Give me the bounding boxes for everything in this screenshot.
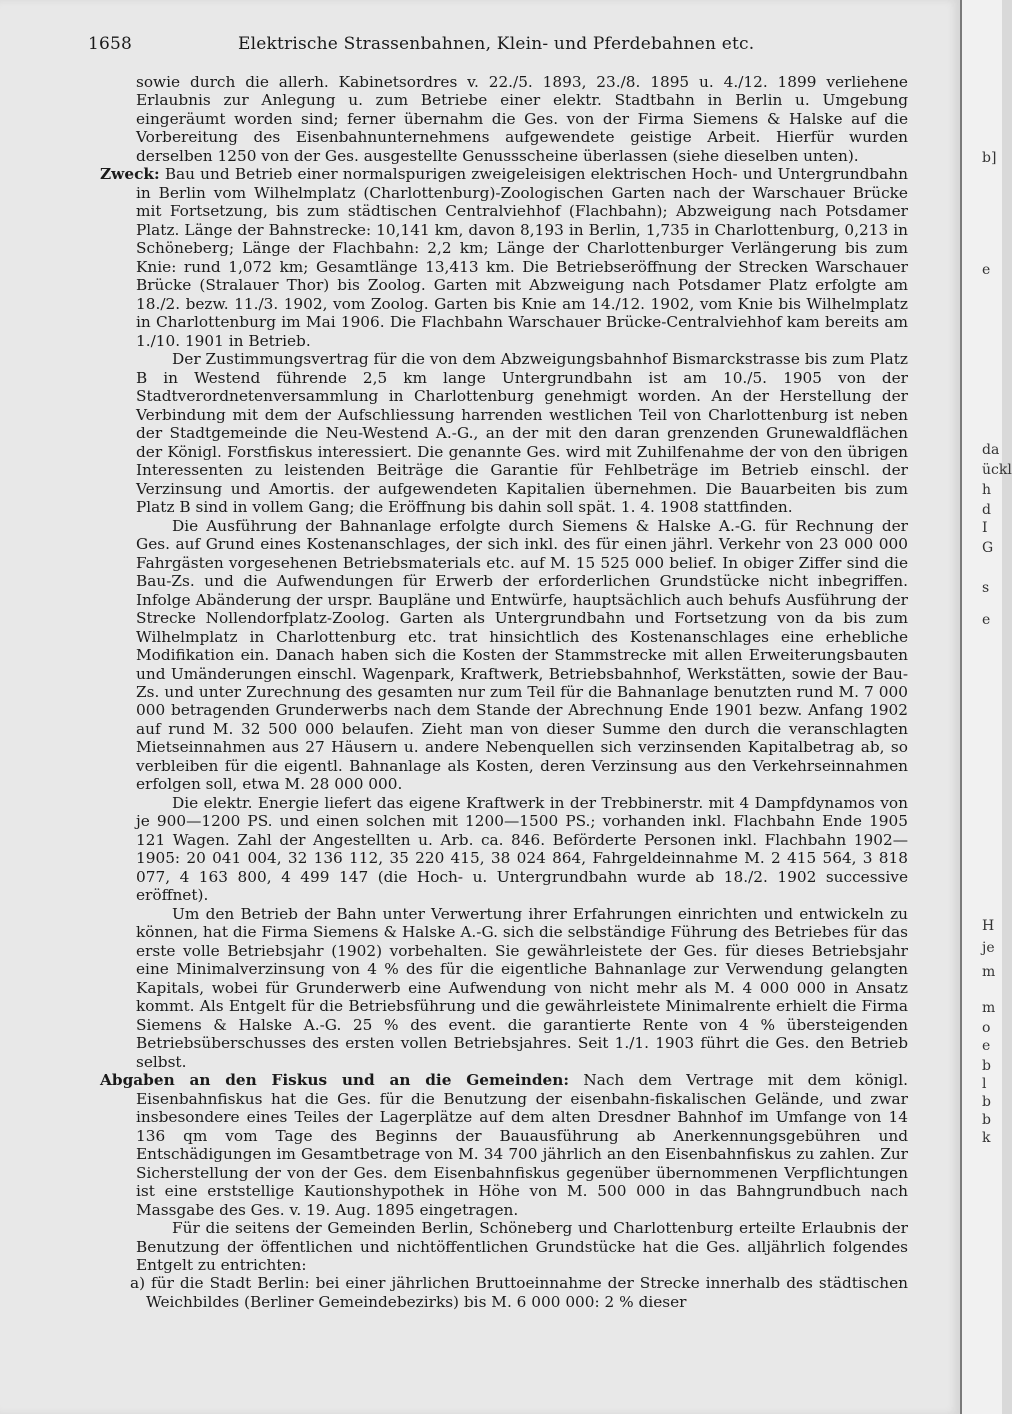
margin-fragment: s [982,580,990,596]
margin-fragment: ückl [982,462,1012,478]
paragraph-ausfuehrung: Die Ausführung der Bahnanlage erfolgte durch Siemens & Halske A.-G. für Rechnung der Ges. auf Grund eines Kostenanschlages, der sich inkl. des für einen jährl. Verkehr von 23 000 000 Fahrgästen vorgesehenen Betriebsmaterials etc. auf M. 15 525 000 belief. In obiger Ziffer sind die Bau-Zs. und die Aufwendungen für Erwerb der erforderlichen Grundstücke nicht inbegriffen. Infolge Abänderung der urspr. Baupläne und Entwürfe, hauptsächlich auch behufs Ausführung der Strecke Nollendorfplatz-Zoolog. Garten als Untergrundbahn und Fortsetzung von da bis zum Wilhelmplatz in Charlottenburg etc. trat hinsichtlich des Kostenanschlages eine erhebliche Modifikation ein. Danach haben sich die Kosten der Stammstrecke mit allen Erweiterungsbauten und Umänderungen einschl. Wagenpark, Kraftwerk, Betriebsbahnhof, Werkstätten, sowie der Bau-Zs. und unter Zurechnung des gesamten nur zum Teil für die Bahnanlage benutzten rund M. 7 000 000 betragenden Grunderwerbs nach dem Stande der Abrechnung Ende 1901 bezw. Anfang 1902 auf rund M. 32 500 000 belaufen. Zieht man von dieser Summe den durch die veranschlagten Mietseinnahmen aus 27 Häusern u. andere Nebenquellen sich verzinsenden Kapitalbetrag ab, so verbleiben für die eigentl. Bahnanlage als Kosten, deren Verzinsung aus den Verkehrseinnahmen erfolgen soll, etwa M. 28 000 000. [136,516,908,794]
margin-fragment: b [982,1112,991,1128]
adjacent-page-fragments [972,0,1012,1414]
paragraph-zweck: Zweck: Bau und Betrieb einer normalspurigen zweigeleisigen elektrischen Hoch- und Untergrundbahn in Berlin vom Wilhelmplatz (Charlottenburg)-Zoologischen Garten nach der Warschauer Brücke mit Fortsetzung, bis zum städtischen Centralviehhof (Flachbahn); Abzweigung nach Potsdamer Platz. Länge der Bahnstrecke: 10,141 km, davon 8,193 in Berlin, 1,735 in Charlottenburg, 0,213 in Schöneberg; Länge der Flachbahn: 2,2 km; Länge der Charlottenburger Verlängerung bis zum Knie: rund 1,072 km; Gesamtlänge 13,413 km. Die Betriebseröffnung der Strecken Warschauer Brücke (Stralauer Thor) bis Zoolog. Garten mit Abzweigung nach Potsdamer Platz erfolgte am 18./2. bezw. 11./3. 1902, vom Zoolog. Garten bis Knie am 14./12. 1902, vom Knie bis Wilhelmplatz in Charlottenburg im Mai 1906. Die Flachbahn Warschauer Brücke-Centralviehhof kam bereits am 1./10. 1901 in Betrieb. [100,165,908,350]
page-header [88,34,908,60]
margin-fragment: e [982,262,991,278]
margin-fragment: e [982,1038,991,1054]
margin-fragment: b] [982,150,997,166]
margin-fragment: je [982,940,995,956]
margin-fragment: d [982,502,991,518]
margin-fragment: e [982,612,991,628]
section-label-zweck: Zweck: [100,165,160,184]
margin-fragment: b [982,1058,991,1074]
paragraph-energie: Die elektr. Energie liefert das eigene Kraftwerk in der Trebbinerstr. mit 4 Dampfdynamos von je 900—1200 PS. und einen solchen mit 1200—1500 PS.; vorhanden inkl. Flachbahn Ende 1905 121 Wagen. Zahl der Angestellten u. Arb. ca. 846. Beförderte Personen inkl. Flachbahn 1902—1905: 20 041 004, 32 136 112, 35 220 415, 38 024 864, Fahrgeldeinnahme M. 2 415 564, 3 818 077, 4 163 800, 4 499 147 (die Hoch- u. Untergrundbahn wurde ab 18./2. 1902 successive eröffnet). [136,793,908,905]
paragraph-intro: sowie durch die allerh. Kabinetsordres v. 22./5. 1893, 23./8. 1895 u. 4./12. 1899 verliehene Erlaubnis zur Anlegung u. zum Betriebe einer elektr. Stadtbahn in Berlin u. Umgebung eingeräumt worden sind; ferner übernahm die Ges. von der Firma Siemens & Halske auf die Vorbereitung des Eisenbahnunternehmens aufgewendete geistige Arbeit. Hierfür wurden derselben 1250 von der Ges. ausgestellte Genussscheine überlassen (siehe dieselben unten). [136,73,908,165]
paragraph-abgaben: Abgaben an den Fiskus und an die Gemeinden: Nach dem Vertrage mit dem königl. Eisenbahnfiskus hat die Ges. für die Benutzung der eisenbahn-fiskalischen Gelände, und zwar insbesondere eines Teiles der Lagerplätze auf dem alten Dresdner Bahnhof im Umfange von 14 136 qm vom Tage des Beginns der Bauausführung ab Anerkennungsgebühren und Entschädigungen im Gesamtbetrage von M. 34 700 jährlich an den Eisenbahnfiskus zu zahlen. Zur Sicherstellung der von der Ges. dem Eisenbahnfiskus gegenüber übernommenen Verpflichtungen ist eine erststellige Kautionshypothek in Höhe von M. 500 000 in das Bahngrundbuch nach Massgabe des Ges. v. 19. Aug. 1895 eingetragen. [100,1071,908,1219]
margin-fragment: m [982,964,996,980]
margin-fragment: m [982,1000,996,1016]
margin-fragment: H [982,918,995,934]
margin-fragment: da [982,442,1000,458]
body-text [100,73,908,1311]
margin-fragment: o [982,1020,991,1036]
margin-fragment: G [982,540,994,556]
paragraph-gemeinden: Für die seitens der Gemeinden Berlin, Schöneberg und Charlottenburg erteilte Erlaubnis der Benutzung der öffentlichen und nichtöffentlichen Grundstücke hat die Ges. alljährlich folgendes Entgelt zu entrichten: [136,1219,908,1274]
paragraph-betrieb: Um den Betrieb der Bahn unter Verwertung ihrer Erfahrungen einrichten und entwickeln zu können, hat die Firma Siemens & Halske A.-G. sich die selbständige Führung des Betriebes für das erste volle Betriebsjahr (1902) vorbehalten. Sie gewährleistete der Ges. für dieses Betriebsjahr eine Minimalverzinsung von 4 % des für die eigentliche Bahnanlage zur Verwendung gelangten Kapitals, wobei für Grunderwerb eine Aufwendung von nicht mehr als M. 4 000 000 in Ansatz kommt. Als Entgelt für die Betriebsführung und die gewährleistete Minimalrente erhielt die Firma Siemens & Halske A.-G. 25 % des event. die garantierte Rente von 4 % übersteigenden Betriebsüberschusses des ersten vollen Betriebsjahres. Seit 1./1. 1903 führt die Ges. den Betrieb selbst. [136,904,908,1071]
margin-fragment: k [982,1130,991,1146]
margin-fragment: b [982,1094,991,1110]
list-item-berlin: a) für die Stadt Berlin: bei einer jährlichen Bruttoeinnahme der Strecke innerhalb des städtischen Weichbildes (Berliner Gemeindebezirks) bis M. 6 000 000: 2 % dieser [130,1274,908,1311]
paragraph-zustimmungsvertrag: Der Zustimmungsvertrag für die von dem Abzweigungsbahnhof Bismarckstrasse bis zum Platz B in Westend führende 2,5 km lange Untergrundbahn ist am 10./5. 1905 von der Stadtverordnetenversammlung in Charlottenburg genehmigt worden. An der Herstellung der Verbindung mit dem der Aufschliessung harrenden westlichen Teil von Charlottenburg ist neben der Stadtgemeinde die Neu-Westend A.-G., an der mit den daran grenzenden Grunewaldflächen der Königl. Forstfiskus interessiert. Die genannte Ges. wird mit Zuhilfenahme der von den übrigen Interessenten zu leistenden Beiträge die Garantie für Fehlbeträge im Betrieb einschl. der Verzinsung und Amortis. der aufgewendeten Kapitalien übernehmen. Die Bauarbeiten bis zum Platz B sind in vollem Gang; die Eröffnung bis dahin soll spät. 1. 4. 1908 stattfinden. [136,350,908,517]
section-label-abgaben: Abgaben an den Fiskus und an die Gemeinden: [100,1071,570,1090]
page-number: 1658 [88,34,133,54]
running-title: Elektrische Strassenbahnen, Klein- und Pferdebahnen etc. [238,34,755,54]
margin-fragment: I [982,520,988,536]
margin-fragment: l [982,1076,987,1092]
margin-fragment: h [982,482,992,498]
